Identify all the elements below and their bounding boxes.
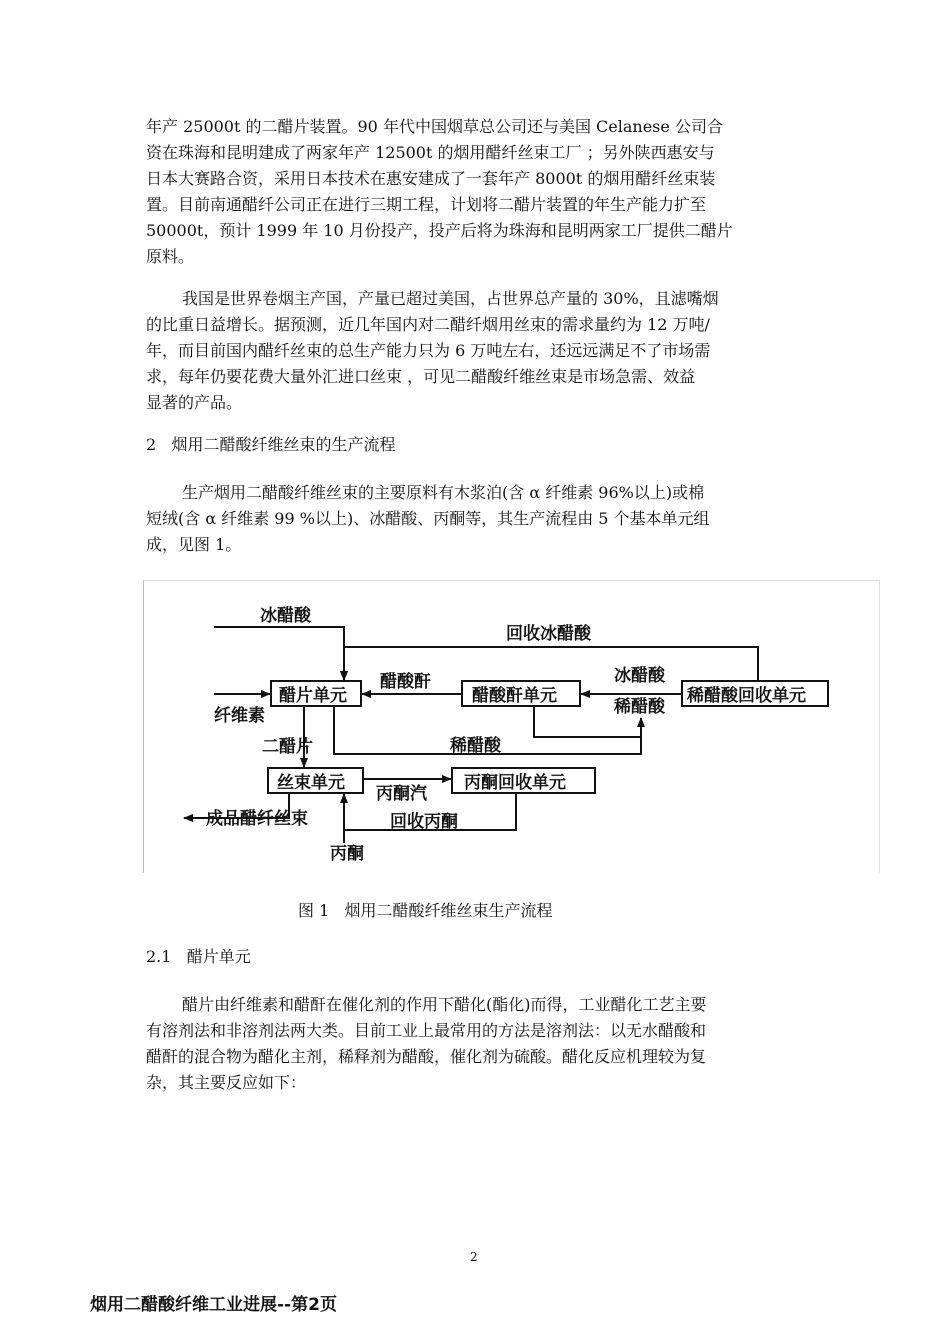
label-acetone-vapor: 丙酮汽 <box>376 784 427 804</box>
text-line: 求，每年仍要花费大量外汇进口丝束 ，可见二醋酸纤维丝束是市场急需、效益 <box>146 367 696 386</box>
paragraph-3 <box>146 480 806 558</box>
label-glacial-acetic-2: 冰醋酸 <box>614 666 665 686</box>
text-line: 醋片由纤维素和醋酐在催化剂的作用下醋化(酯化)而得，工业醋化工艺主要 <box>182 995 707 1014</box>
section-heading-2-1: 2.1 醋片单元 <box>146 947 251 966</box>
text-line: 日本大赛路合资，采用日本技术在惠安建成了一套年产 8000t 的烟用醋纤丝束装 <box>146 169 716 188</box>
label-cellulose: 纤维素 <box>214 706 265 726</box>
page-number: 2 <box>470 1250 478 1264</box>
paragraph-4 <box>146 992 806 1096</box>
text-line: 显著的产品。 <box>146 393 243 412</box>
label-recovered-acetone: 回收丙酮 <box>390 812 458 832</box>
box-label-acetate-flake: 醋片单元 <box>279 686 347 706</box>
flow-diagram <box>144 581 879 873</box>
label-dilute-acetic: 稀醋酸 <box>450 736 501 756</box>
section-heading-2: 2 烟用二醋酸纤维丝束的生产流程 <box>146 435 396 454</box>
text-line: 醋酐的混合物为醋化主剂，稀释剂为醋酸，催化剂为硫酸。醋化反应机理较为复 <box>146 1047 707 1066</box>
paragraph-1 <box>146 114 806 270</box>
box-label-tow: 丝束单元 <box>277 773 345 793</box>
text-line: 短绒(含 α 纤维素 99 %以上)、冰醋酸、丙酮等，其生产流程由 5 个基本单元组 <box>146 509 710 528</box>
flow-diagram-figure <box>143 580 880 873</box>
label-recovered-glacial: 回收冰醋酸 <box>506 624 591 644</box>
box-label-acetone-recovery: 丙酮回收单元 <box>464 773 566 793</box>
box-label-anhydride: 醋酸酐单元 <box>472 686 557 706</box>
text-line: 生产烟用二醋酸纤维丝束的主要原料有木浆泊(含 α 纤维素 96%以上)或棉 <box>182 483 705 502</box>
label-acetone: 丙酮 <box>330 844 364 864</box>
text-line: 年产 25000t 的二醋片装置。90 年代中国烟草总公司还与美国 Celanese 公司合 <box>146 117 723 136</box>
text-line: 有溶剂法和非溶剂法两大类。目前工业上最常用的方法是溶剂法：以无水醋酸和 <box>146 1021 707 1040</box>
figure-caption: 图 1 烟用二醋酸纤维丝束生产流程 <box>298 901 553 920</box>
text-line: 资在珠海和昆明建成了两家年产 12500t 的烟用醋纤丝束工厂 ；另外陕西惠安与 <box>146 143 715 162</box>
box-label-dilute-recovery: 稀醋酸回收单元 <box>687 686 806 706</box>
label-product-tow: 成品醋纤丝束 <box>206 809 308 829</box>
text-line: 杂，其主要反应如下： <box>146 1073 307 1092</box>
label-diacetate-flake: 二醋片 <box>262 737 313 757</box>
text-line: 原料。 <box>146 247 195 266</box>
line-glacial-acetic <box>214 627 344 680</box>
text-line: 50000t，预计 1999 年 10 月份投产，投产后将为珠海和昆明两家工厂提供二醋片 <box>146 221 733 240</box>
text-line: 我国是世界卷烟主产国，产量已超过美国，占世界总产量的 30%，且滤嘴烟 <box>182 289 719 308</box>
text-line: 置。目前南通醋纤公司正在进行三期工程，计划将二醋片装置的年生产能力扩至 <box>146 195 707 214</box>
page-footer: 烟用二醋酸纤维工业进展--第2页 <box>90 1295 337 1315</box>
label-glacial-acetic: 冰醋酸 <box>260 606 311 626</box>
text-line: 年，而目前国内醋纤丝束的总生产能力只为 6 万吨左右，还远远满足不了市场需 <box>146 341 711 360</box>
paragraph-2 <box>146 286 806 416</box>
text-line: 的比重日益增长。据预测，近几年国内对二醋纤烟用丝束的需求量约为 12 万吨/ <box>146 315 710 334</box>
label-dilute-acetic-2: 稀醋酸 <box>614 697 665 717</box>
label-acetic-anhydride: 醋酸酐 <box>380 672 431 692</box>
text-line: 成，见图 1。 <box>146 535 242 554</box>
